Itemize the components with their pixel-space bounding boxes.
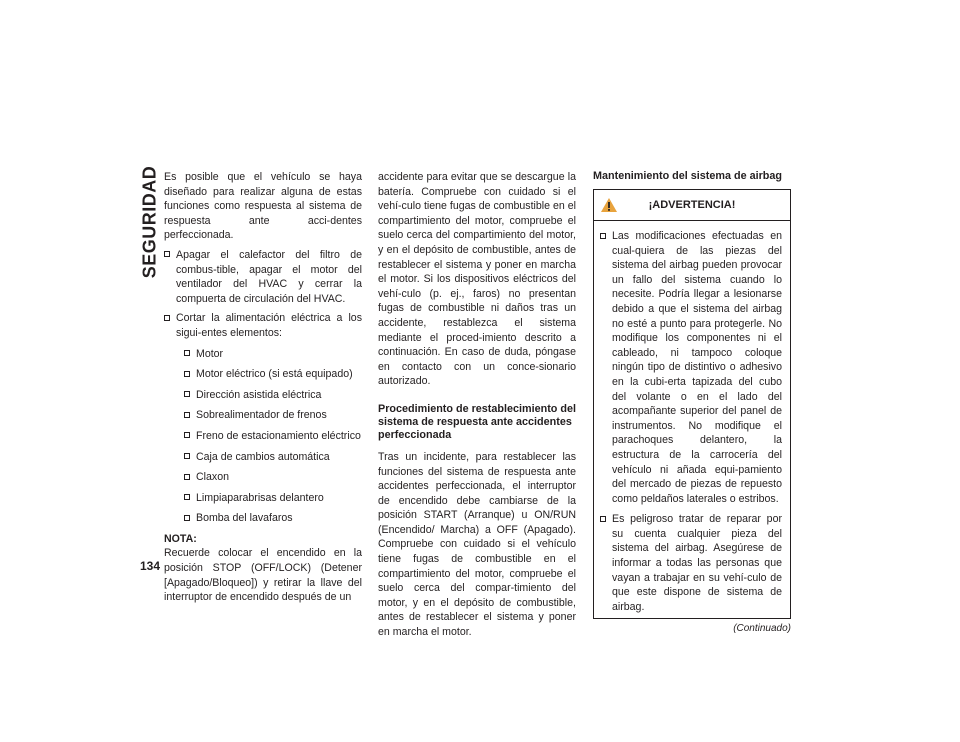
checkbox-bullet-icon xyxy=(164,251,170,257)
checkbox-bullet-icon xyxy=(184,371,190,377)
note-label: NOTA: xyxy=(164,532,197,545)
column-2 xyxy=(378,170,576,640)
bullet-text: Cortar la alimentación eléctrica a los sigui-entes elementos: xyxy=(176,312,362,339)
column-1 xyxy=(164,170,362,605)
checkbox-bullet-icon xyxy=(184,474,190,480)
section-heading: Mantenimiento del sistema de airbag xyxy=(593,170,782,182)
section-title-text: SEGURIDAD xyxy=(139,165,160,279)
section-heading: Procedimiento de restablecimiento del sistema de respuesta ante accidentes perfeccionada xyxy=(378,402,576,441)
warning-header xyxy=(594,190,790,221)
checkbox-bullet-icon xyxy=(600,233,606,239)
warning-item-text: Es peligroso tratar de reparar por su cuenta cualquier pieza del sistema del airbag. Asegúrese de informar a todas las personas que vayan a trabajar en su vehí-culo de que este dispone de sistema de airbag. xyxy=(612,513,782,613)
sub-item-text: Sobrealimentador de frenos xyxy=(196,409,327,422)
checkbox-bullet-icon xyxy=(184,350,190,356)
sub-item xyxy=(164,367,362,382)
checkbox-bullet-icon xyxy=(184,391,190,397)
sub-item xyxy=(164,491,362,506)
sub-item-text: Bomba del lavafaros xyxy=(196,512,293,525)
note-text: Recuerde colocar el encendido en la posición STOP (OFF/LOCK) (Detener [Apagado/Bloqueo]) y retirar la llave del interruptor de encendido después de un xyxy=(164,547,362,604)
bullet-item xyxy=(164,311,362,340)
sub-item xyxy=(164,470,362,485)
sub-item xyxy=(164,388,362,403)
bullet-text: Apagar el calefactor del filtro de combus-tible, apagar el motor del ventilador del HVAC y cerrar la compuerta de circulación del HVAC. xyxy=(176,248,362,305)
checkbox-bullet-icon xyxy=(184,412,190,418)
sub-item xyxy=(164,511,362,526)
checkbox-bullet-icon xyxy=(184,515,190,521)
checkbox-bullet-icon xyxy=(184,432,190,438)
section-title xyxy=(137,165,163,279)
sub-list xyxy=(164,347,362,526)
page-number: 134 xyxy=(140,559,161,573)
warning-triangle-icon xyxy=(600,197,618,213)
bullet-item xyxy=(164,248,362,306)
sub-item xyxy=(164,429,362,444)
warning-body xyxy=(594,221,790,618)
continuation-paragraph: accidente para evitar que se descargue la batería. Compruebe con cuidado si el vehí-culo tiene fugas de combustible en el compartimiento del motor, compruebe el suelo cerca del compartimiento del motor, y en el depósito de combustible, antes de restablecer el sistema y poner en marcha el motor. Si los dispositivos eléctricos del vehí-culo (p. ej., faros) no presentan fugas de combustible ni daños tras un accidente, restablezca el sistema mediante el proced-imiento descrito a continuación. En caso de duda, póngase en contacto con un conce-sionario autorizado. xyxy=(378,171,576,388)
checkbox-bullet-icon xyxy=(184,453,190,459)
sub-item-text: Motor eléctrico (si está equipado) xyxy=(196,368,353,381)
warning-box xyxy=(593,189,791,619)
sub-item-text: Claxon xyxy=(196,471,229,484)
sub-item-text: Freno de estacionamiento eléctrico xyxy=(196,429,361,442)
warning-item-text: Las modificaciones efectuadas en cual-quiera de las piezas del sistema del airbag pueden provocar un fallo del sistema cuando lo necesite. Podría llegar a lesionarse debido a que el sistema del airbag no esté a punto para protegerle. No modifique los componentes ni el cableado, ni tampoco coloque ningún tipo de distintivo o adhesivo en la cubi-erta tapizada del cubo del volante o en el lado del acompañante superior del panel de instrumentos. No modifique el parachoques delantero, la estructura de la carrocería del vehículo ni añada equi-pamiento del mercado de piezas de repuesto como peldaños laterales o estribos. xyxy=(612,230,782,505)
warning-title: ¡ADVERTENCIA! xyxy=(648,199,736,211)
reset-procedure-paragraph: Tras un incidente, para restablecer las funciones del sistema de respuesta ante accidentes perfeccionada, el interruptor de encendido debe cambiarse de la posición START (Arranque) u ON/RUN (Encendido/ Marcha) a OFF (Apagado). Compruebe con cuidado si el vehículo tiene fugas de combustible en el compartimiento del motor, compruebe el suelo cerca del compar-timiento del motor, y en el depósito de combustible, antes de restablecer el sistema y poner en marcha el motor. xyxy=(378,450,576,639)
intro-paragraph: Es posible que el vehículo se haya diseñado para realizar alguna de estas funciones como respuesta al sistema de respuesta ante acci-dentes perfeccionada. xyxy=(164,171,362,242)
sub-item-text: Dirección asistida eléctrica xyxy=(196,388,322,401)
warning-item xyxy=(600,229,782,506)
sub-item-text: Caja de cambios automática xyxy=(196,450,330,463)
warning-item xyxy=(600,512,782,614)
sub-item xyxy=(164,347,362,362)
column-3 xyxy=(593,170,791,637)
checkbox-bullet-icon xyxy=(164,315,170,321)
sub-item-text: Motor xyxy=(196,347,224,360)
sub-item xyxy=(164,450,362,465)
sub-item-text: Limpiaparabrisas delantero xyxy=(196,491,324,504)
checkbox-bullet-icon xyxy=(600,516,606,522)
continued-label: (Continuado) xyxy=(733,623,791,635)
checkbox-bullet-icon xyxy=(184,494,190,500)
sub-item xyxy=(164,408,362,423)
